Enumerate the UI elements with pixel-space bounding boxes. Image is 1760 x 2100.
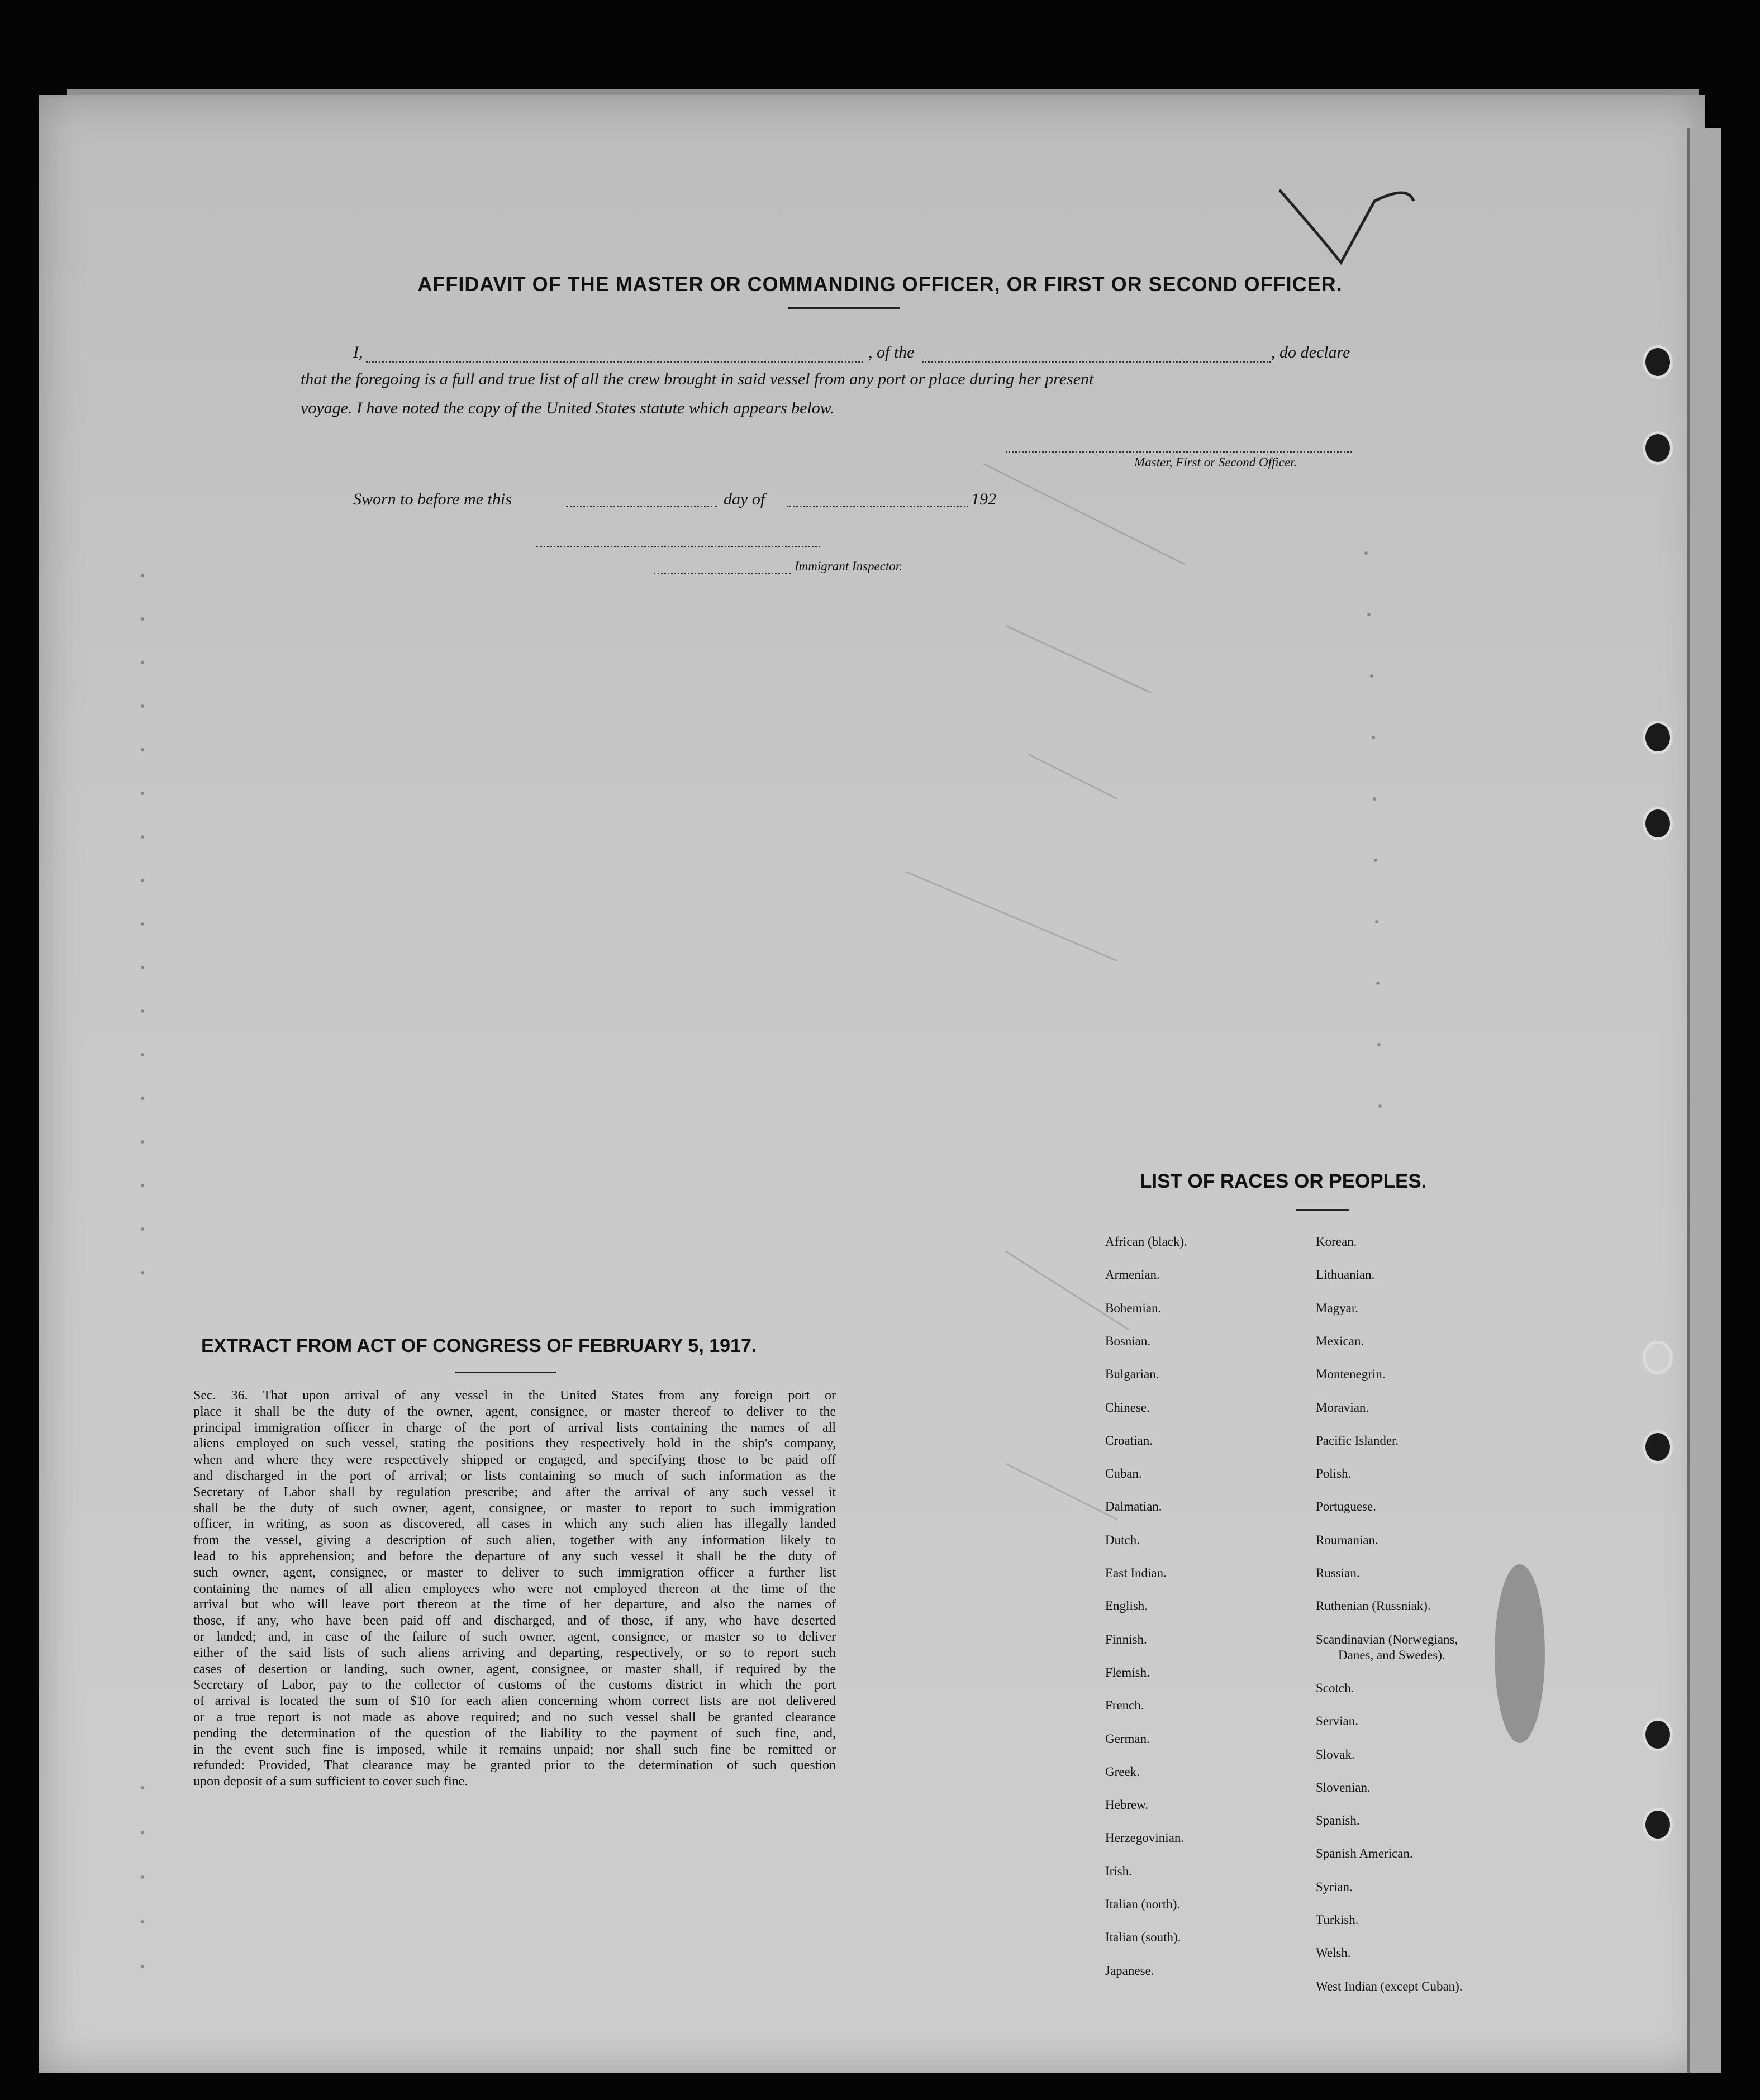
extract-line: from the vessel, giving a description of such alien, together with any information likely to bbox=[193, 1533, 836, 1548]
extract-line: officer, in writing, as soon as discovered, all cases in which any such alien has illegally landed bbox=[193, 1517, 836, 1532]
extract-line: place it shall be the duty of the owner, agent, consignee, or master thereof to deliver to the bbox=[193, 1404, 836, 1419]
affidavit-title: AFFIDAVIT OF THE MASTER OR COMMANDING OFFICER, OR FIRST OR SECOND OFFICER. bbox=[417, 273, 1343, 296]
day-of-label: day of bbox=[724, 490, 765, 508]
race-item: Mexican. bbox=[1316, 1334, 1364, 1348]
extract-line: Secretary of Labor shall by regulation prescribe; and after the arrival of any such vessel it bbox=[193, 1484, 836, 1499]
race-item: Turkish. bbox=[1316, 1913, 1359, 1927]
race-item: Italian (north). bbox=[1105, 1897, 1181, 1911]
race-item: Dalmatian. bbox=[1105, 1499, 1162, 1514]
race-item: Spanish American. bbox=[1316, 1846, 1413, 1861]
race-item: Irish. bbox=[1105, 1864, 1132, 1878]
sworn-label: Sworn to before me this bbox=[353, 490, 512, 508]
race-item: Danes, and Swedes). bbox=[1338, 1647, 1445, 1662]
race-item: Finnish. bbox=[1105, 1632, 1147, 1646]
race-item: Bohemian. bbox=[1105, 1301, 1162, 1315]
extract-line: and discharged in the port of arrival; or lists containing so much of such information as the bbox=[193, 1468, 836, 1483]
race-item: Greek. bbox=[1105, 1764, 1140, 1779]
race-item: Herzegovinian. bbox=[1105, 1831, 1185, 1845]
race-item: Spanish. bbox=[1316, 1813, 1360, 1828]
race-item: Lithuanian. bbox=[1316, 1268, 1375, 1282]
extract-title: EXTRACT FROM ACT OF CONGRESS OF FEBRUARY 5, 1917. bbox=[201, 1335, 757, 1356]
race-item: Cuban. bbox=[1105, 1466, 1142, 1481]
race-item: Dutch. bbox=[1105, 1532, 1140, 1547]
inspector-blank-line-2 bbox=[654, 573, 791, 574]
race-item: Hebrew. bbox=[1105, 1798, 1149, 1812]
race-item: West Indian (except Cuban). bbox=[1316, 1979, 1463, 1993]
race-item: Croatian. bbox=[1105, 1433, 1153, 1447]
affidavit-do-declare-label: , do declare bbox=[1271, 343, 1350, 361]
extract-line: refunded: Provided, That clearance may be granted prior to the determination of such question bbox=[193, 1758, 836, 1773]
race-item: Roumanian. bbox=[1316, 1532, 1378, 1547]
races-list-title: LIST OF RACES OR PEOPLES. bbox=[1140, 1170, 1427, 1192]
race-item: Magyar. bbox=[1316, 1301, 1359, 1315]
title-underline bbox=[788, 307, 900, 309]
inspector-blank-line-1 bbox=[536, 546, 820, 547]
race-item: Portuguese. bbox=[1316, 1499, 1376, 1514]
signature-blank-line bbox=[1006, 451, 1352, 453]
race-item: Ruthenian (Russniak). bbox=[1316, 1599, 1431, 1613]
year-label: 192 bbox=[971, 490, 996, 508]
race-item: Servian. bbox=[1316, 1714, 1359, 1728]
sworn-month-blank bbox=[787, 506, 968, 507]
race-item: Scandinavian (Norwegians, bbox=[1316, 1632, 1458, 1646]
extract-line: or landed; and, in case of the failure of such owner, agent, consignee, or master so to deliver bbox=[193, 1629, 836, 1644]
extract-title-underline bbox=[455, 1372, 556, 1373]
affidavit-line-2: that the foregoing is a full and true list of all the crew brought in said vessel from any port or place during her present bbox=[301, 370, 1094, 388]
race-item: Slovak. bbox=[1316, 1747, 1355, 1761]
affidavit-i-label: I, bbox=[353, 343, 363, 361]
race-item: Polish. bbox=[1316, 1466, 1352, 1481]
race-item: Flemish. bbox=[1105, 1665, 1150, 1679]
extract-line: upon deposit of a sum sufficient to cover such fine. bbox=[193, 1774, 468, 1789]
race-item: English. bbox=[1105, 1599, 1148, 1613]
sworn-day-blank bbox=[566, 506, 717, 507]
race-item: Syrian. bbox=[1316, 1879, 1353, 1894]
name-blank-line bbox=[366, 361, 863, 363]
extract-line: aliens employed on such vessel, stating the positions they respectively hold in the ship's company, bbox=[193, 1436, 836, 1451]
extract-body-text bbox=[193, 1388, 836, 1790]
extract-line: either of the said lists of such aliens arriving and departing, respectively, or so to report such bbox=[193, 1645, 836, 1660]
affidavit-of-the-label: , of the bbox=[868, 343, 915, 361]
race-item: Montenegrin. bbox=[1316, 1367, 1386, 1382]
race-item: African (black). bbox=[1105, 1235, 1187, 1249]
extract-line: arrival but who will leave port thereon at the time of her departure, and also the names of bbox=[193, 1597, 836, 1612]
extract-line: Sec. 36. That upon arrival of any vessel in the United States from any foreign port or bbox=[193, 1388, 836, 1403]
races-title-underline bbox=[1296, 1209, 1349, 1211]
master-officer-caption: Master, First or Second Officer. bbox=[1134, 455, 1297, 469]
extract-line: or a true report is not made as above required; and no such vessel shall be granted clearance bbox=[193, 1709, 836, 1725]
extract-line: shall be the duty of such owner, agent, consignee, or master to report to such immigration bbox=[193, 1501, 836, 1516]
race-item: Japanese. bbox=[1105, 1963, 1154, 1978]
extract-line: Secretary of Labor, pay to the collector of customs of the customs district in which the port bbox=[193, 1678, 836, 1693]
race-item: Welsh. bbox=[1316, 1946, 1351, 1960]
extract-line: in the event such fine is imposed, while it remains unpaid; nor shall such fine be remitted or bbox=[193, 1742, 836, 1757]
race-item: Chinese. bbox=[1105, 1400, 1150, 1415]
race-item: Pacific Islander. bbox=[1316, 1433, 1399, 1447]
race-item: Slovenian. bbox=[1316, 1780, 1371, 1794]
race-item: Russian. bbox=[1316, 1566, 1360, 1580]
extract-line: lead to his apprehension; and before the departure of any such vessel it shall be the duty of bbox=[193, 1549, 836, 1564]
affidavit-line-3: voyage. I have noted the copy of the United States statute which appears below. bbox=[301, 399, 835, 417]
vessel-blank-line bbox=[922, 361, 1271, 363]
extract-line: pending the determination of the question of the liability to the payment of such fine, and, bbox=[193, 1726, 836, 1741]
race-item: Bulgarian. bbox=[1105, 1367, 1159, 1382]
extract-line: principal immigration officer in charge of the port of arrival lists containing the names of all bbox=[193, 1420, 836, 1435]
race-item: Bosnian. bbox=[1105, 1334, 1151, 1348]
race-item: Moravian. bbox=[1316, 1400, 1369, 1415]
race-item: French. bbox=[1105, 1698, 1144, 1713]
immigrant-inspector-caption: Immigrant Inspector. bbox=[795, 559, 902, 573]
extract-line: when and where they were respectively shipped or engaged, and specifying those to be paid off bbox=[193, 1453, 836, 1468]
extract-line: such owner, agent, consignee, or master to deliver to such immigration officer a further list bbox=[193, 1565, 836, 1580]
extract-line: containing the names of all alien employees who were not employed thereon at the time of the bbox=[193, 1581, 836, 1596]
extract-line: those, if any, who have been paid off and discharged, and of those, if any, who have deserted bbox=[193, 1613, 836, 1628]
race-item: East Indian. bbox=[1105, 1566, 1167, 1580]
race-item: Scotch. bbox=[1316, 1680, 1354, 1695]
extract-line: cases of desertion or landing, such owner, agent, consignee, or master shall, if required by the bbox=[193, 1661, 836, 1677]
race-item: Italian (south). bbox=[1105, 1930, 1181, 1945]
race-item: Korean. bbox=[1316, 1235, 1357, 1249]
extract-line: of arrival is located the sum of $10 for each alien concerning whom correct lists are not delivered bbox=[193, 1694, 836, 1709]
race-item: German. bbox=[1105, 1731, 1150, 1746]
race-item: Armenian. bbox=[1105, 1268, 1160, 1282]
